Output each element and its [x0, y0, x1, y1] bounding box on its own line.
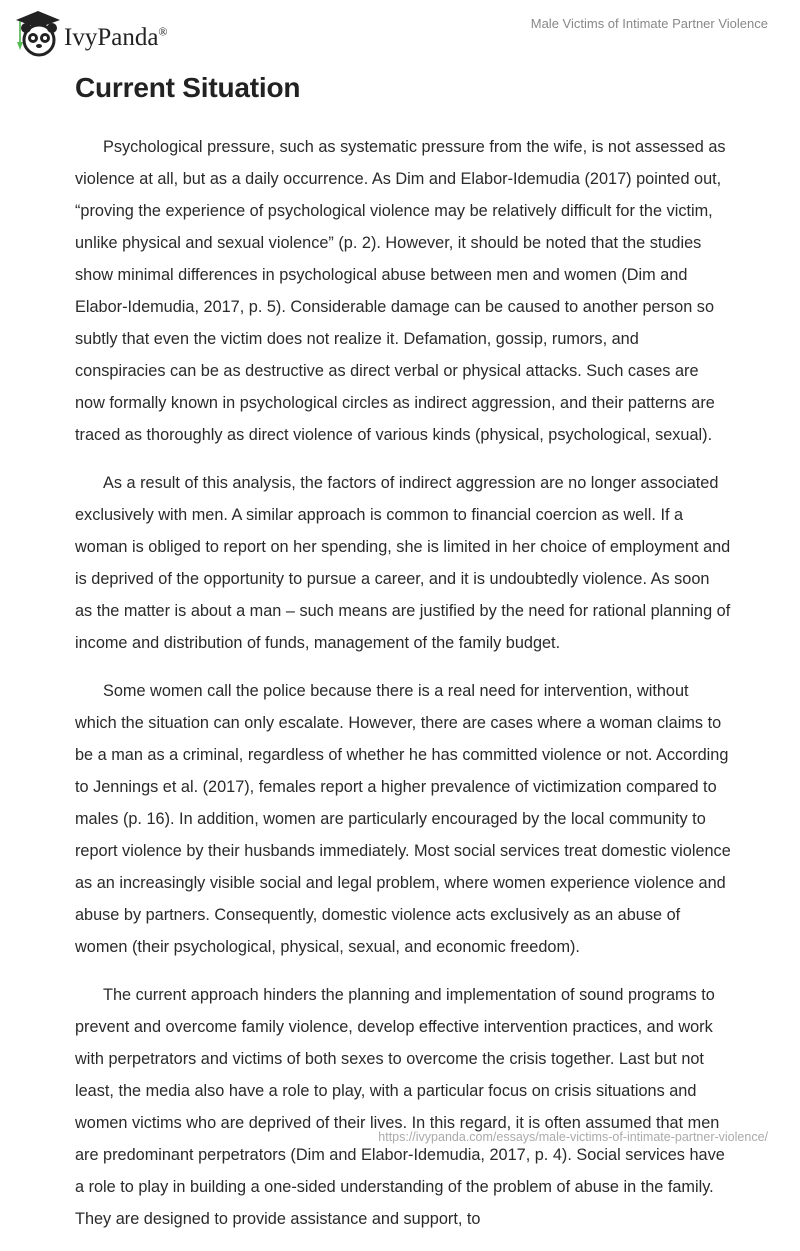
paragraph: As a result of this analysis, the factors of indirect aggression are no longer associated exclusively with men. A similar approach is common to financial coercion as well. If a woman is obliged to report on her spending, she is limited in her choice of employment and is deprived of the opportunity to pursue a career, and it is undoubtedly violence. As soon as the matter is about a man – such means are justified by the need for rational planning of income and distribution of funds, management of the family budget. [75, 474, 731, 652]
panda-graduate-icon [12, 8, 60, 58]
essay-body [75, 131, 731, 1251]
paragraph: The current approach hinders the planning and implementation of sound programs to prevent and overcome family violence, develop effective intervention practices, and work with perpetrators and victims of both sexes to overcome the crisis together. Last but not least, the media also have a role to play, with a particular focus on crisis situations and women victims who are deprived of their lives. In this regard, it is often assumed that men are predominant perpetrators (Dim and Elabor-Idemudia, 2017, p. 4). Social services have a role to play in building a one-sided understanding of the problem of abuse in the family. They are designed to provide assistance and support, to [75, 986, 725, 1228]
ivypanda-logo[interactable] [12, 8, 168, 58]
paragraph: Psychological pressure, such as systematic pressure from the wife, is not assessed as violence at all, but as a daily occurrence. As Dim and Elabor-Idemudia (2017) pointed out, “proving the experience of psychological violence may be relatively difficult for the victim, unlike physical and sexual violence” (p. 2). However, it should be noted that the studies show minimal differences in psychological abuse between men and women (Dim and Elabor-Idemudia, 2017, p. 5). Considerable damage can be caused to another person so subtly that even the victim does not realize it. Defamation, gossip, rumors, and conspiracies can be as destructive as direct verbal or physical attacks. Such cases are now formally known in psychological circles as indirect aggression, and their patterns are traced as thoroughly as direct violence of various kinds (physical, psychological, sexual). [75, 138, 726, 444]
document-title: Male Victims of Intimate Partner Violence [530, 16, 768, 31]
paragraph: Some women call the police because there is a real need for intervention, without which the situation can only escalate. However, there are cases where a woman claims to be a man as a criminal, regardless of whether he has committed violence or not. According to Jennings et al. (2017), females report a higher prevalence of victimization compared to males (p. 16). In addition, women are particularly encouraged by the local community to report violence by their husbands immediately. Most social services treat domestic violence as an increasingly visible social and legal problem, where women experience violence and abuse by partners. Consequently, domestic violence acts exclusively as an abuse of women (their psychological, physical, sexual, and economic freedom). [75, 682, 731, 956]
source-url-link[interactable]: https://ivypanda.com/essays/male-victims-of-intimate-partner-violence/ [378, 1130, 768, 1144]
section-heading: Current Situation [75, 72, 301, 103]
logo-text: IvyPanda® [64, 24, 168, 51]
